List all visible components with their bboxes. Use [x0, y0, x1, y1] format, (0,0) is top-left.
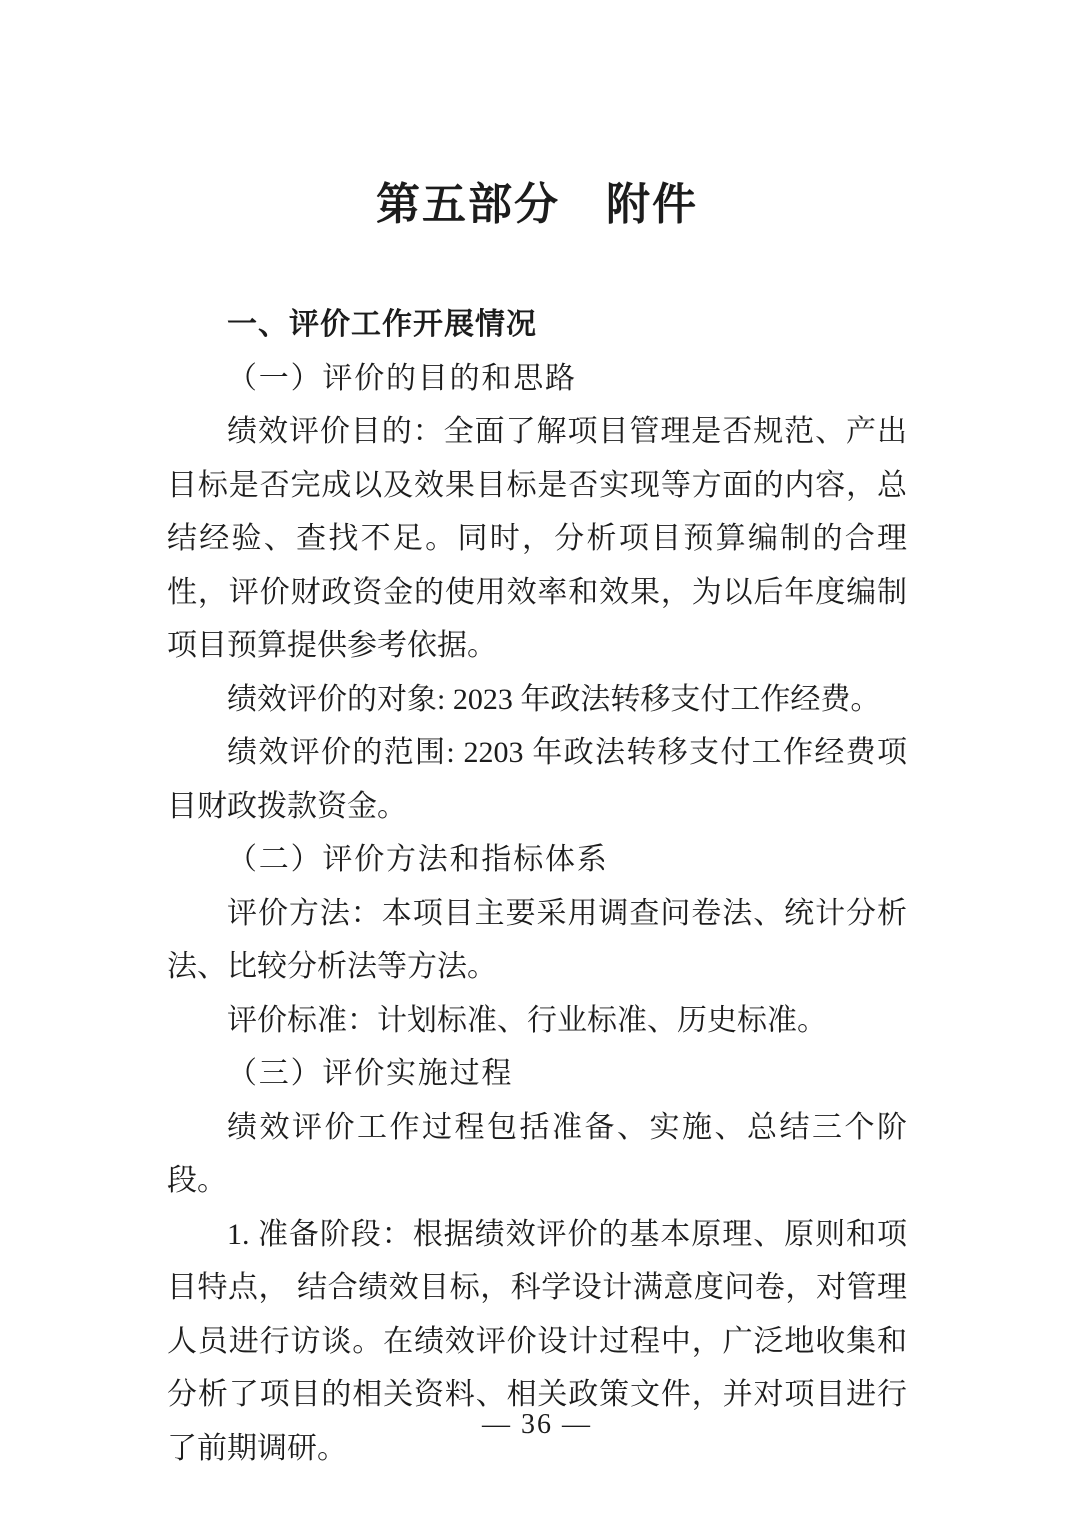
subsection-heading: （一）评价的目的和思路 — [227, 361, 577, 395]
paragraph: 绩效评价工作过程包括准备、实施、总结三个阶段。 — [167, 1110, 907, 1197]
document-content — [167, 178, 907, 1475]
page-number: — 36 — — [482, 1409, 592, 1440]
paragraph: 绩效评价的对象: 2023 年政法转移支付工作经费。 — [227, 682, 881, 716]
paragraph: 评价方法：本项目主要采用调查问卷法、统计分析法、比较分析法等方法。 — [167, 896, 907, 983]
paragraph: 绩效评价的范围: 2203 年政法转移支付工作经费项目财政拨款资金。 — [167, 736, 907, 823]
paragraph: 1. 准备阶段：根据绩效评价的基本原理、原则和项目特点， 结合绩效目标，科学设计满意度问卷，对管理人员进行访谈。在绩效评价设计过程中，广泛地收集和分析了项目的相关资料、相关政策文件，并对项目进行了前期调研。 — [167, 1217, 907, 1465]
subsection-heading: （三）评价实施过程 — [227, 1057, 514, 1090]
paragraph: 绩效评价目的：全面了解项目管理是否规范、产出目标是否完成以及效果目标是否实现等方面的内容，总结经验、查找不足。同时，分析项目预算编制的合理性，评价财政资金的使用效率和效果，为以后年度编制项目预算提供参考依据。 — [167, 415, 907, 662]
paragraph: 评价标准：计划标准、行业标准、历史标准。 — [227, 1003, 827, 1037]
subsection-heading: （二）评价方法和指标体系 — [227, 843, 609, 876]
document-title: 第五部分 附件 — [376, 180, 698, 229]
section-heading: 一、评价工作开展情况 — [227, 308, 537, 341]
